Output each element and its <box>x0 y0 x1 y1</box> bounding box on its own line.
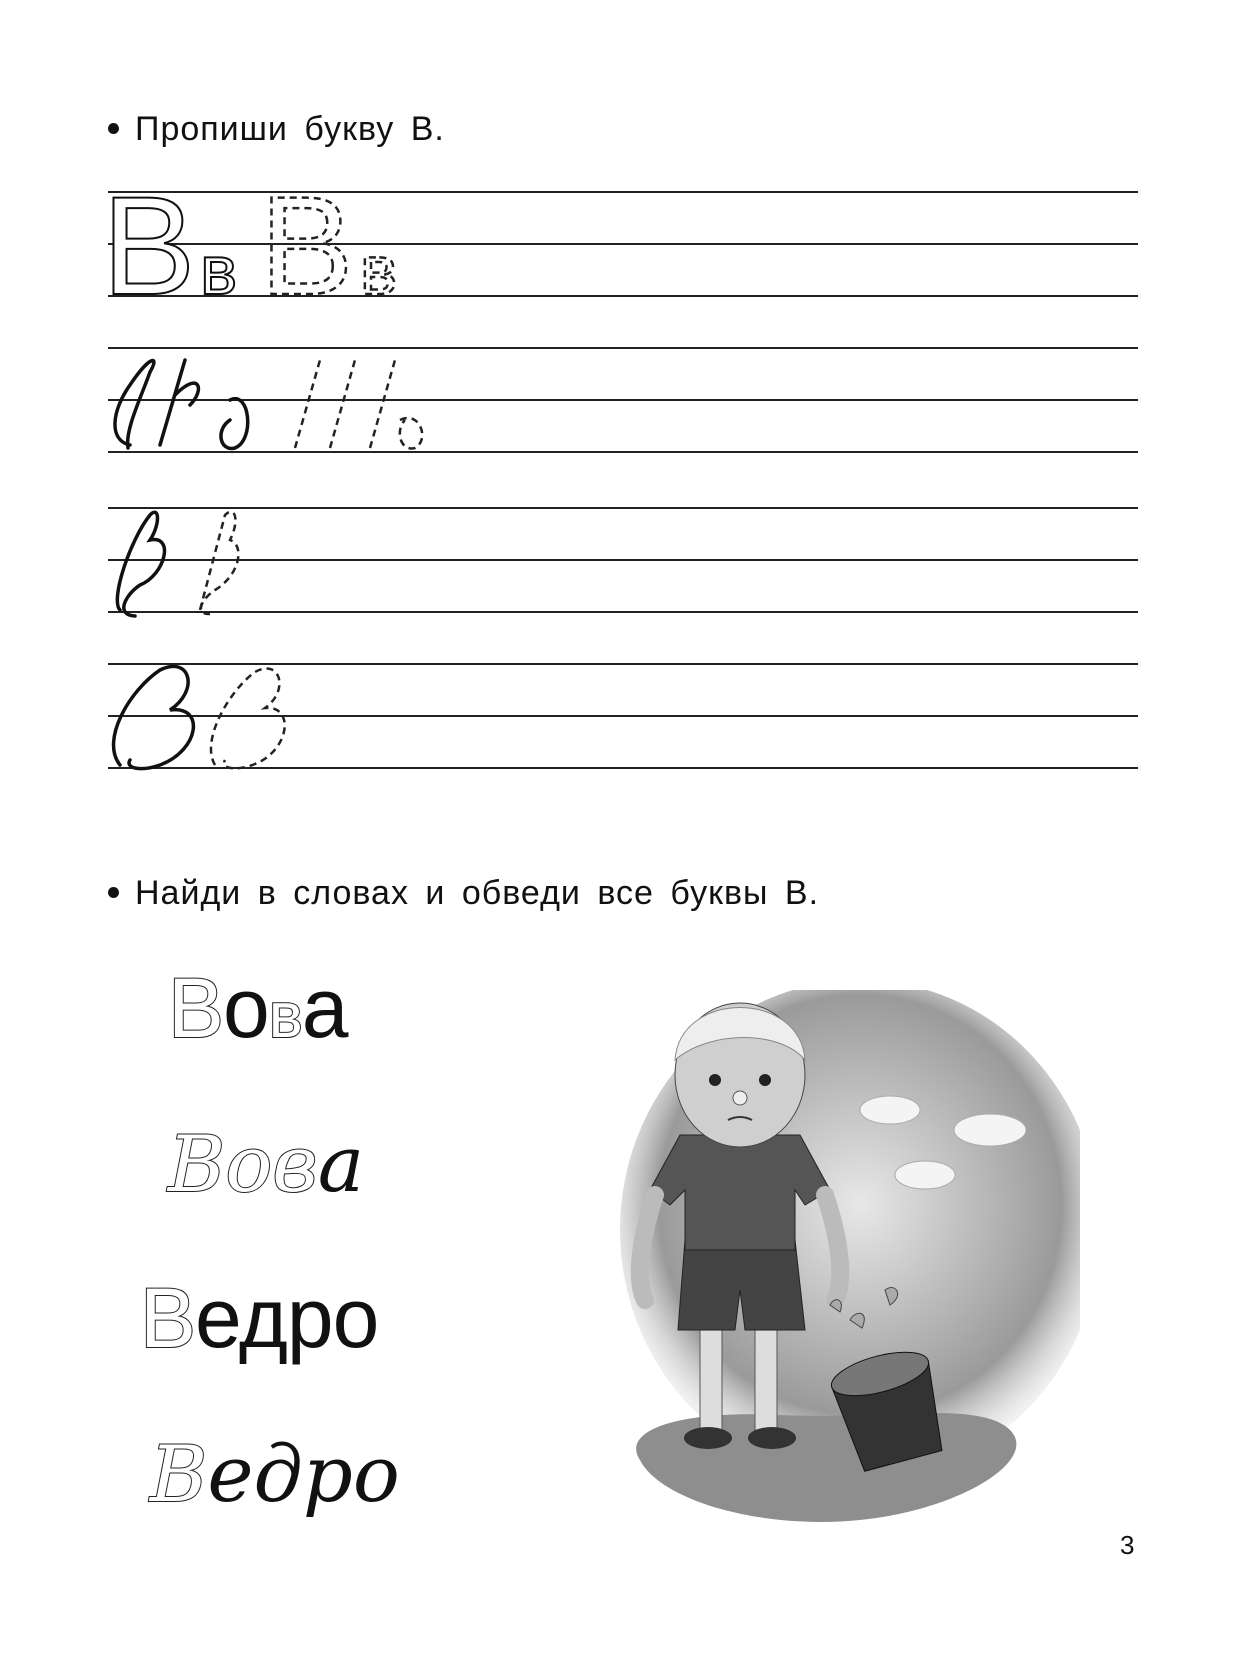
cursive-row-1 <box>115 360 422 448</box>
cursive-word-rest: едро <box>207 1430 400 1520</box>
print-letter-upper: В <box>102 167 196 324</box>
dashed-letter-v: В <box>140 1271 196 1365</box>
task-write-letter-text: Пропиши букву В. <box>135 110 445 148</box>
dashed-letter-v-lower: в <box>268 979 302 1051</box>
word-rest: едро <box>195 1271 379 1365</box>
dashed-cursive-o: о <box>225 1120 273 1210</box>
task-find-letters <box>108 874 819 913</box>
cursive-a: а <box>317 1120 365 1210</box>
dashed-cursive-v-lower: в <box>272 1120 318 1210</box>
word-vedro-print <box>140 1270 378 1367</box>
dashed-letter-v: В <box>168 961 224 1055</box>
dashed-cursive-v: В <box>168 1120 226 1210</box>
print-letter-lower: в <box>200 231 238 309</box>
letter-o: о <box>223 961 269 1055</box>
word-vova-cursive <box>168 1120 364 1210</box>
cursive-row-2 <box>117 512 238 616</box>
print-letter-row <box>102 167 397 324</box>
dashed-letter-lower: в <box>360 231 398 309</box>
dashed-cursive-v: В <box>150 1430 208 1520</box>
boy-with-spilled-bucket-icon <box>600 990 1080 1550</box>
page-number: 3 <box>1120 1530 1135 1560</box>
bullet-icon <box>108 887 119 898</box>
letter-a: а <box>301 961 348 1055</box>
cursive-row-3 <box>114 666 285 768</box>
dashed-letter-upper: В <box>260 167 354 324</box>
task-find-letters-text: Найди в словах и обведи все буквы В. <box>135 874 820 912</box>
word-vova-print <box>168 960 347 1057</box>
word-vedro-cursive <box>150 1430 400 1520</box>
